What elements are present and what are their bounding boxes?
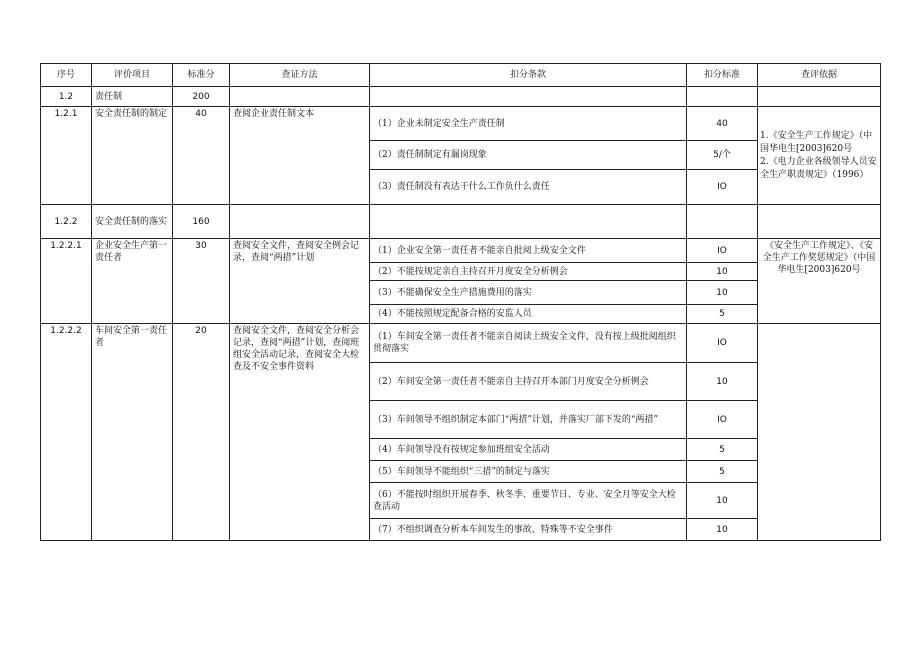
row-item: 安全责任制的制定 [92,107,173,205]
deduction-item: （4）不能按照规定配备合格的安监人员 [370,305,687,324]
row-deduction [370,87,687,107]
row-standard [687,205,758,239]
row-score: 30 [173,239,230,324]
row-method [230,87,370,107]
row-basis [758,87,881,107]
row-standard [687,87,758,107]
row-no: 1.2.2.2 [41,324,92,541]
deduction-item: （3）不能确保安全生产措施费用的落实 [370,281,687,305]
deduction-standard: 5 [687,461,758,483]
deduction-item: （1）企业安全第一责任者不能亲自批阅上级安全文件 [370,239,687,263]
row-item: 企业安全生产第一责任者 [92,239,173,324]
header-no: 序号 [41,64,92,87]
row-no: 1.2.2 [41,205,92,239]
header-standard: 扣分标准 [687,64,758,87]
row-item: 车间安全第一责任者 [92,324,173,541]
deduction-standard: 5 [687,305,758,324]
deduction-standard: 10 [687,263,758,281]
row-basis [758,107,881,205]
header-item: 评价项目 [92,64,173,87]
deduction-item: （5）车间领导不能组织“三措”的制定与落实 [370,461,687,483]
row-score: 20 [173,324,230,541]
row-score: 40 [173,107,230,205]
row-basis [758,205,881,239]
table-row [41,205,881,239]
table-row [41,239,881,263]
row-method [230,205,370,239]
deduction-standard: 10 [687,483,758,519]
row-no: 1.2.1 [41,107,92,205]
deduction-item: （1）企业未制定安全生产责任制 [370,107,687,141]
basis-text: 1.《安全生产工作规定》（中国华电生[2003]620号 2.《电力企业各级领导人员安全生产职责规定》（1996） [760,130,877,180]
deduction-standard: IO [687,401,758,439]
table-row [41,324,881,363]
row-score: 160 [173,205,230,239]
deduction-standard: IO [687,324,758,363]
row-method: 查阅安全文件，查阅安全例会记录，查阅“两措”计划 [230,239,370,324]
row-item: 安全责任制的落实 [92,205,173,239]
deduction-standard: IO [687,239,758,263]
deduction-item: （1）车间安全第一责任者不能亲自阅读上级安全文件，没有按上级批阅组织贯彻落实 [370,324,687,363]
deduction-item: （3）责任制没有表达干什么工作负什么责任 [370,170,687,205]
deduction-standard: 10 [687,281,758,305]
deduction-item: （7）不组织调查分析本车间发生的事故、特殊等不安全事件 [370,519,687,541]
deduction-standard: 10 [687,363,758,401]
header-row [41,64,881,87]
header-deduction: 扣分条款 [370,64,687,87]
header-method: 查证方法 [230,64,370,87]
row-no: 1.2.2.1 [41,239,92,324]
row-item: 责任制 [92,87,173,107]
deduction-item: （2）不能按规定亲自主持召开月度安全分析例会 [370,263,687,281]
deduction-standard: 40 [687,107,758,141]
row-basis: 《安全生产工作规定》、《安全生产工作奖惩规定》（中国华电生[2003]620号 [758,239,881,324]
table-row [41,107,881,141]
deduction-item: （2）责任制制定有漏岗现象 [370,141,687,170]
table-row [41,87,881,107]
deduction-standard: 5 [687,439,758,461]
row-basis [758,324,881,541]
deduction-standard: 5/个 [687,141,758,170]
row-score: 200 [173,87,230,107]
deduction-standard: 10 [687,519,758,541]
header-score: 标准分 [173,64,230,87]
evaluation-table [40,63,881,541]
row-method: 查阅企业责任制文本 [230,107,370,205]
deduction-item: （2）车间安全第一责任者不能亲自主持召开本部门月度安全分析例会 [370,363,687,401]
row-method: 查阅安全文件，查阅安全分析会记录，查阅“两措”计划，查阅班组安全活动记录，查阅安全大检查及不安全事件资料 [230,324,370,541]
row-deduction [370,205,687,239]
deduction-item: （6）不能按时组织开展春季、秋冬季、重要节日、专业、安全月等安全大检查活动 [370,483,687,519]
header-basis: 查评依据 [758,64,881,87]
deduction-item: （3）车间领导不组织制定本部门“两措”计划，并落实厂部下发的“两措” [370,401,687,439]
deduction-standard: IO [687,170,758,205]
deduction-item: （4）车间领导没有按规定参加班组安全活动 [370,439,687,461]
row-no: 1.2 [41,87,92,107]
